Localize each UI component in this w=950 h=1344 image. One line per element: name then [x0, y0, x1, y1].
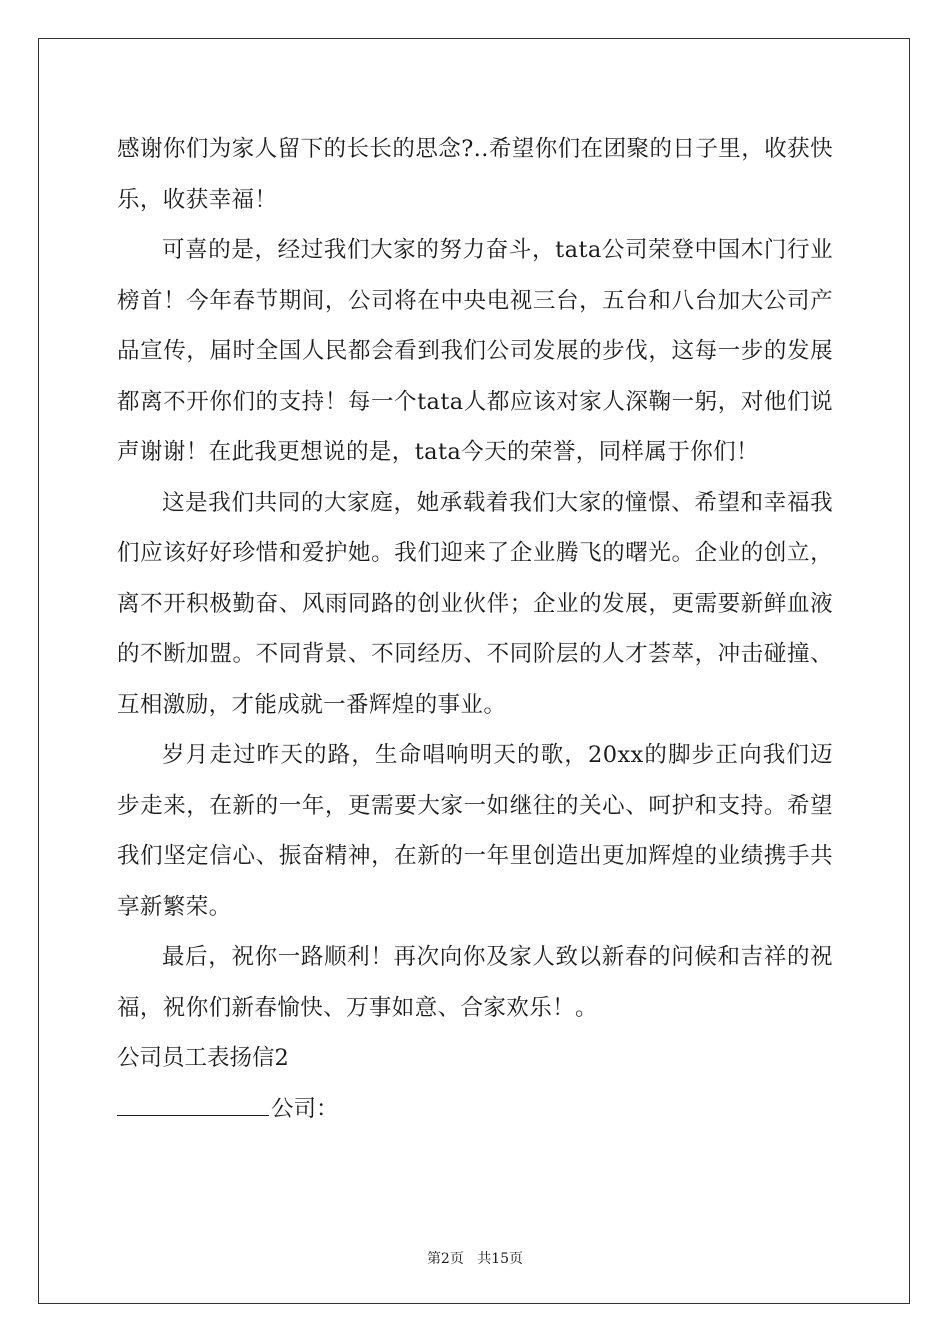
salutation-text: 公司： [271, 1095, 339, 1122]
paragraph-continuation: 感谢你们为家人留下的长长的思念?..希望你们在团聚的日子里，收获快乐，收获幸福！ [117, 136, 833, 213]
page-number-total: 共15页 [477, 1251, 524, 1267]
salutation-line [117, 1084, 833, 1135]
paragraph: 可喜的是，经过我们大家的努力奋斗，tata公司荣登中国木门行业榜首！今年春节期间，公司将在中央电视三台，五台和八台加大公司产品宣传，届时全国人民都会看到我们公司发展的步伐，这每一步的发展都离不开你们的支持！每一个tata人都应该对家人深鞠一躬，对他们说声谢谢！在此我更想说的是，tata今天的荣誉，同样属于你们！ [117, 237, 833, 465]
fill-in-blank [117, 1099, 269, 1116]
paragraph: 岁月走过昨天的路，生命唱响明天的歌，20xx的脚步正向我们迈步走来，在新的一年，更需要大家一如继往的关心、呵护和支持。希望我们坚定信心、振奋精神，在新的一年里创造出更加辉煌的业绩携手共享新繁荣。 [117, 742, 833, 920]
paragraph: 这是我们共同的大家庭，她承载着我们大家的憧憬、希望和幸福我们应该好好珍惜和爱护她。我们迎来了企业腾飞的曙光。企业的创立，离不开积极勤奋、风雨同路的创业伙伴；企业的发展，更需要新鲜血液的不断加盟。不同背景、不同经历、不同阶层的人才荟萃，冲击碰撞、互相激励，才能成就一番辉煌的事业。 [117, 489, 833, 718]
paragraph: 最后，祝你一路顺利！再次向你及家人致以新春的问候和吉祥的祝福，祝你们新春愉快、万事如意、合家欢乐！。 [117, 944, 833, 1021]
footer-spacer [464, 1251, 477, 1267]
page-number-current: 第2页 [426, 1251, 464, 1267]
page-footer [0, 1248, 950, 1268]
document-body [117, 124, 833, 1134]
section-heading: 公司员工表扬信2 [117, 1045, 289, 1071]
